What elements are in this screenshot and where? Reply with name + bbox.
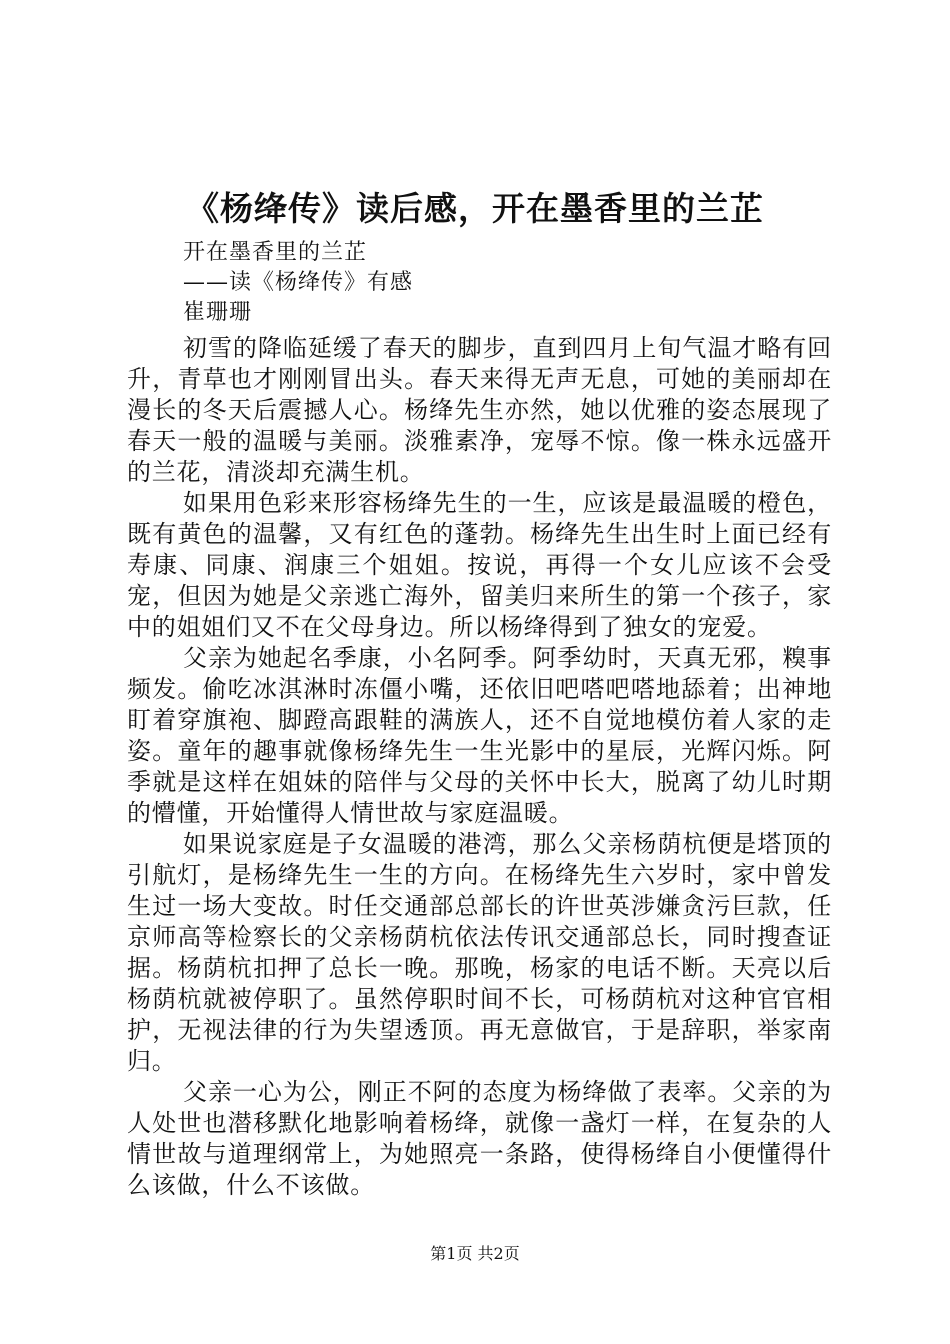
document-title: 《杨绛传》读后感，开在墨香里的兰芷 <box>186 189 764 228</box>
body-paragraph: 如果用色彩来形容杨绛先生的一生，应该是最温暖的橙色，既有黄色的温馨，又有红色的蓬勃。杨绛先生出生时上面已经有寿康、同康、润康三个姐姐。按说，再得一个女儿应该不会受宠，但因为她是父亲逃亡海外，留美归来所生的第一个孩子，家中的姐姐们又不在父母身边。所以杨绛得到了独女的宠爱。 <box>127 489 832 641</box>
document-body <box>127 333 832 1201</box>
body-paragraph: 父亲为她起名季康，小名阿季。阿季幼时，天真无邪，糗事频发。偷吃冰淇淋时冻僵小嘴，还依旧吧嗒吧嗒地舔着；出神地盯着穿旗袍、脚蹬高跟鞋的满族人，还不自觉地模仿着人家的走姿。童年的趣事就像杨绛先生一生光影中的星辰，光辉闪烁。阿季就是这样在姐妹的陪伴与父母的关怀中长大，脱离了幼儿时期的懵懂，开始懂得人情世故与家庭温暖。 <box>127 644 832 827</box>
document-subtitle: 开在墨香里的兰芷 <box>183 240 368 265</box>
body-paragraph: 父亲一心为公，刚正不阿的态度为杨绛做了表率。父亲的为人处世也潜移默化地影响着杨绛，就像一盏灯一样，在复杂的人情世故与道理纲常上，为她照亮一条路，使得杨绛自小便懂得什么该做，什么不该做。 <box>127 1078 832 1199</box>
body-paragraph: 如果说家庭是子女温暖的港湾，那么父亲杨荫杭便是塔顶的引航灯，是杨绛先生一生的方向。在杨绛先生六岁时，家中曾发生过一场大变故。时任交通部总部长的许世英涉嫌贪污巨款，任京师高等检察长的父亲杨荫杭依法传讯交通部总长，同时搜查证据。杨荫杭扣押了总长一晚。那晚，杨家的电话不断。天亮以后杨荫杭就被停职了。虽然停职时间不长，可杨荫杭对这种官官相护，无视法律的行为失望透顶。再无意做官，于是辞职，举家南归。 <box>127 830 832 1075</box>
page-number-footer: 第1页 共2页 <box>430 1244 520 1263</box>
body-paragraph: 初雪的降临延缓了春天的脚步，直到四月上旬气温才略有回升，青草也才刚刚冒出头。春天来得无声无息，可她的美丽却在漫长的冬天后震撼人心。杨绛先生亦然，她以优雅的姿态展现了春天一般的温暖与美丽。淡雅素净，宠辱不惊。像一株永远盛开的兰花，清淡却充满生机。 <box>127 334 832 486</box>
document-subheading: ——读《杨绛传》有感 <box>183 270 414 295</box>
document-author: 崔珊珊 <box>183 300 253 325</box>
